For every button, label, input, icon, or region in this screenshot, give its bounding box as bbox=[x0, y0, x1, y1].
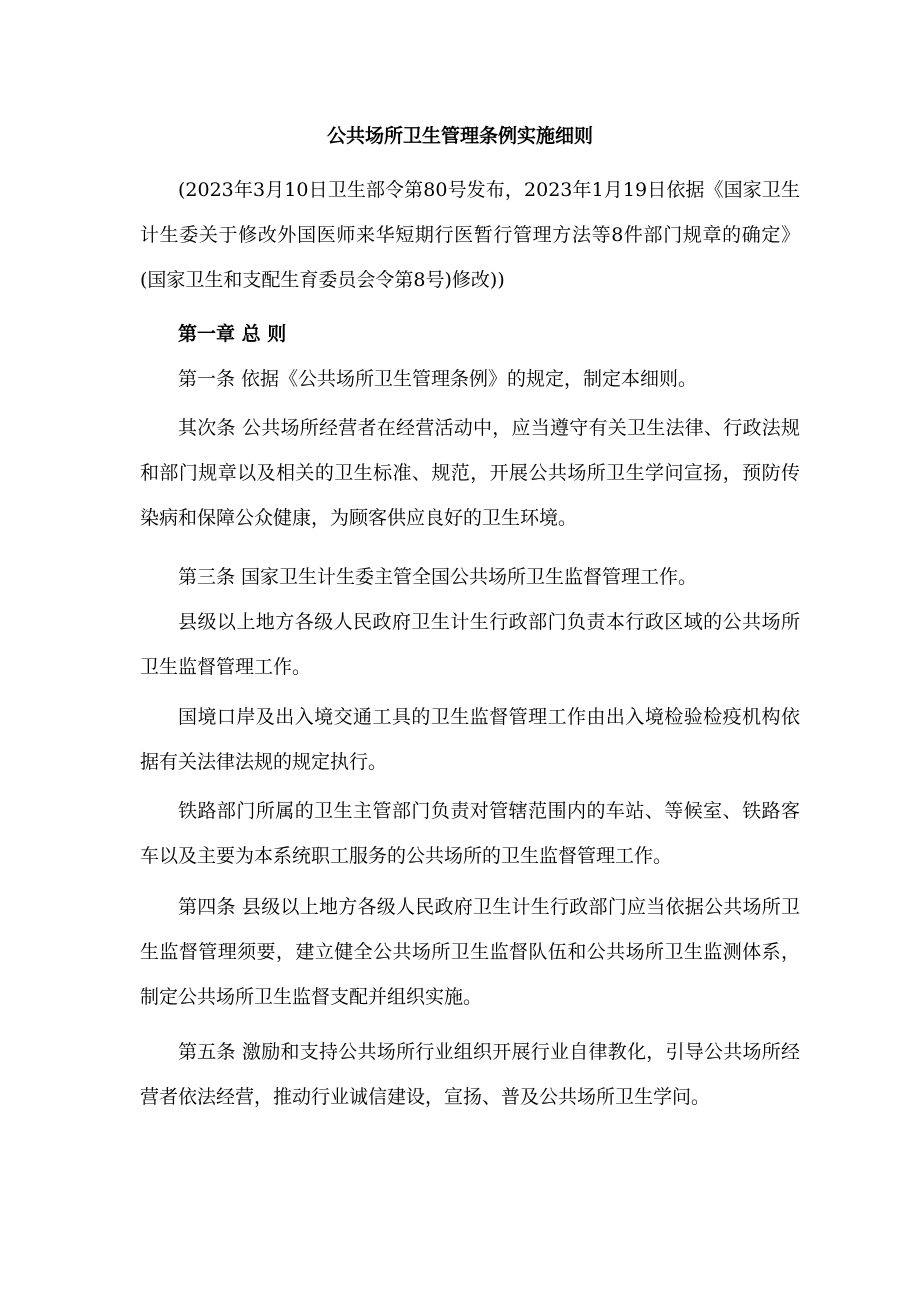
publication-note: (2023年3月10日卫生部令第80号发布，2023年1月19日依据《国家卫生计生委关于修改外国医师来华短期行医暂行管理方法等8件部门规章的确定》(国家卫生和支配生育委员会令第8号)修改)) bbox=[140, 179, 800, 291]
article-3-paragraph: 第三条 国家卫生计生委主管全国公共场所卫生监督管理工作。 bbox=[178, 566, 698, 588]
article-2-paragraph: 其次条 公共场所经营者在经营活动中，应当遵守有关卫生法律、行政法规和部门规章以及相关的卫生标准、规范，开展公共场所卫生学问宣扬，预防传染病和保障公众健康，为顾客供应良好的卫生环境。 bbox=[140, 417, 800, 529]
article-3-railway-paragraph: 铁路部门所属的卫生主管部门负责对管辖范围内的车站、等候室、铁路客车以及主要为本系统职工服务的公共场所的卫生监督管理工作。 bbox=[140, 800, 800, 867]
document-title: 公共场所卫生管理条例实施细则 bbox=[326, 125, 593, 147]
article-1-paragraph: 第一条 依据《公共场所卫生管理条例》的规定，制定本细则。 bbox=[178, 368, 698, 390]
chapter-heading: 第一章 总 则 bbox=[178, 323, 287, 345]
article-3-port-paragraph: 国境口岸及出入境交通工具的卫生监督管理工作由出入境检验检疫机构依据有关法律法规的规定执行。 bbox=[140, 706, 800, 773]
article-4-paragraph: 第四条 县级以上地方各级人民政府卫生计生行政部门应当依据公共场所卫生监督管理须要，建立健全公共场所卫生监督队伍和公共场所卫生监测体系，制定公共场所卫生监督支配并组织实施。 bbox=[140, 896, 800, 1008]
article-3-local-paragraph: 县级以上地方各级人民政府卫生计生行政部门负责本行政区域的公共场所卫生监督管理工作。 bbox=[140, 611, 800, 678]
article-5-paragraph: 第五条 激励和支持公共场所行业组织开展行业自律教化，引导公共场所经营者依法经营，推动行业诚信建设，宣扬、普及公共场所卫生学问。 bbox=[140, 1041, 800, 1108]
